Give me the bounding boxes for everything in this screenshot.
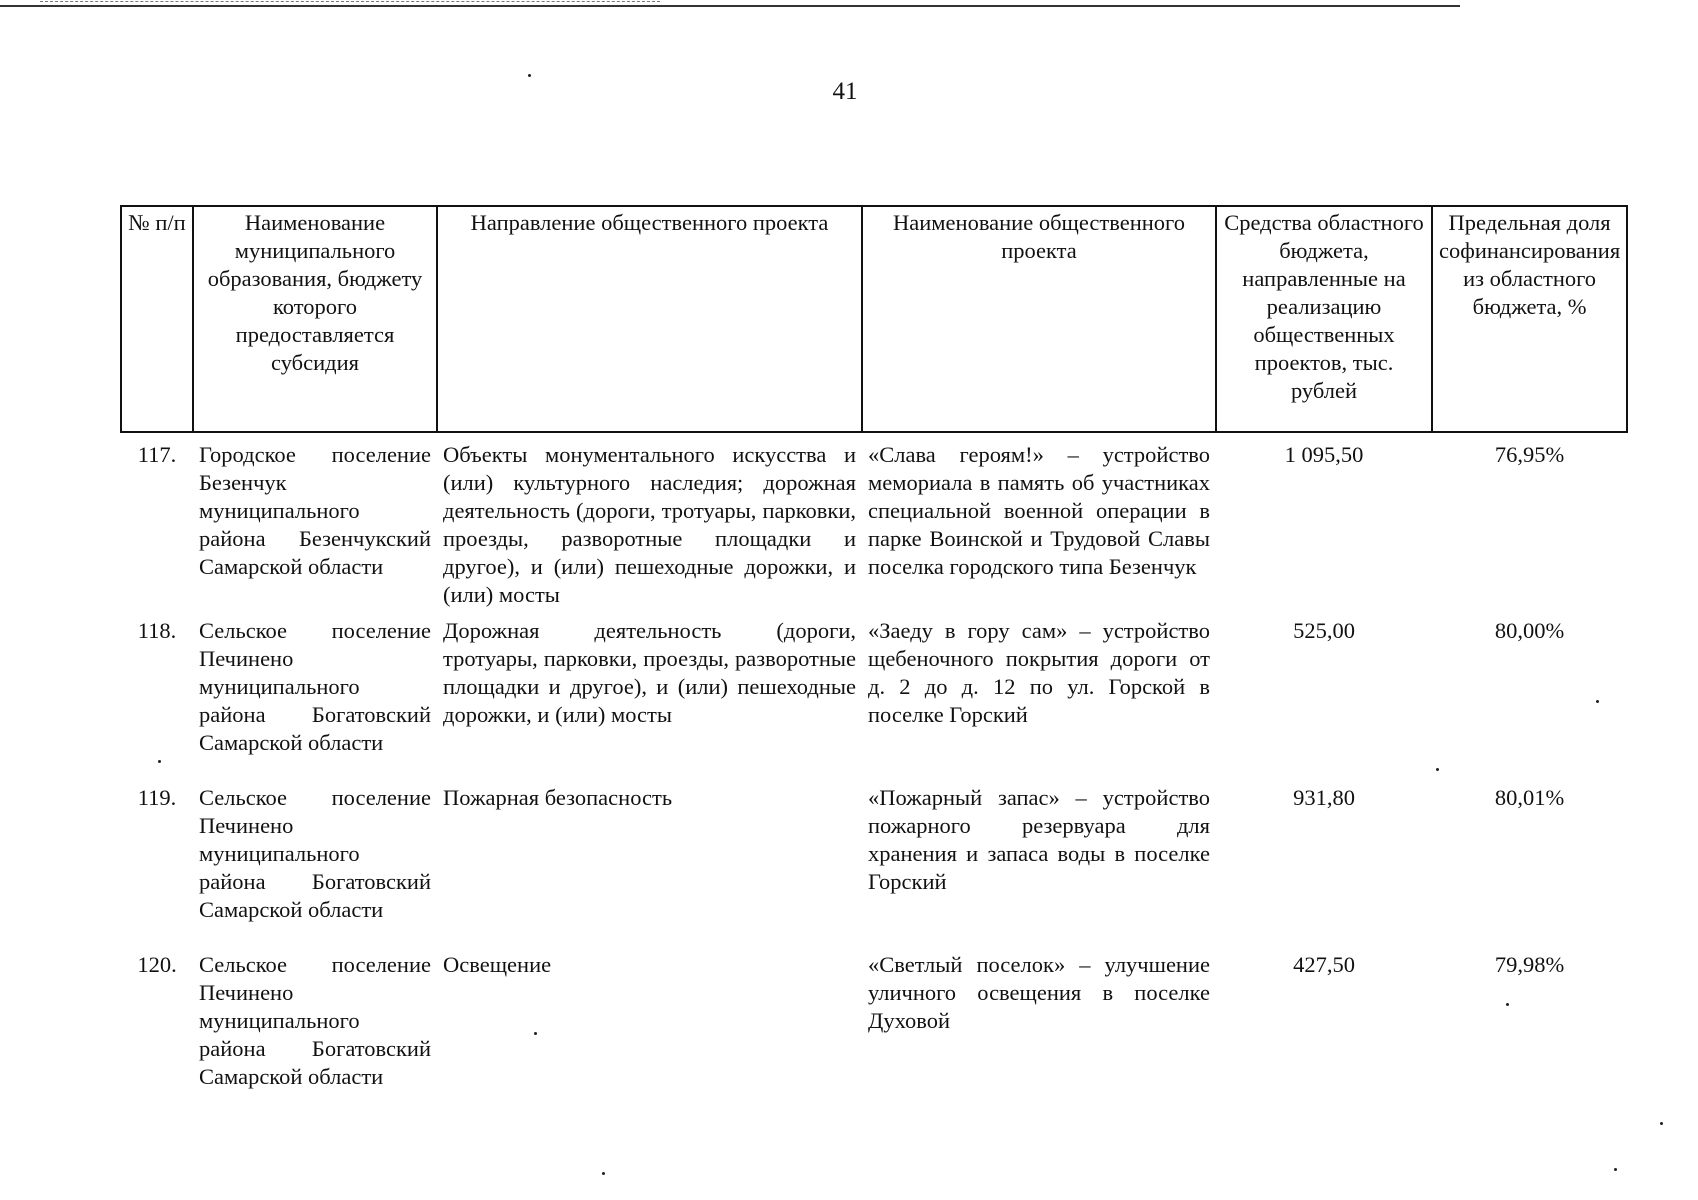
cell-share: 80,00%	[1494, 618, 1565, 643]
scan-speck	[534, 1032, 537, 1035]
cell-funds: 427,50	[1293, 952, 1355, 977]
scan-speck	[1660, 1122, 1663, 1125]
table-row	[121, 943, 1627, 1093]
header-municipality: Наименование муниципального образования, бюджету которого предоставляется субсидия	[193, 206, 437, 432]
scan-speck	[1596, 700, 1599, 703]
header-project: Наименование общественного проекта	[862, 206, 1216, 432]
cell-municipality: Сельское поселение Печинено муниципального района Богатовский Самарской области	[199, 618, 431, 755]
cell-num: 120.	[137, 952, 177, 977]
cell-num: 119.	[137, 785, 177, 810]
scan-edge-line	[0, 5, 1460, 7]
cell-municipality: Сельское поселение Печинено муниципального района Богатовский Самарской области	[199, 952, 431, 1089]
cell-direction: Пожарная безопасность	[443, 785, 673, 810]
scan-speck	[158, 760, 161, 763]
table-row	[121, 776, 1627, 943]
cell-municipality: Городское поселение Безенчук муниципального района Безенчукский Самарской области	[199, 442, 431, 579]
header-num: № п/п	[121, 206, 193, 432]
scan-speck	[528, 74, 531, 77]
scan-speck	[602, 1172, 605, 1175]
scan-speck	[1614, 1168, 1617, 1171]
table-header-row	[121, 206, 1627, 432]
cell-share: 80,01%	[1494, 785, 1565, 810]
cell-direction: Освещение	[443, 952, 552, 977]
cell-project: «Светлый поселок» – улучшение уличного освещения в поселке Духовой	[868, 952, 1210, 1033]
cell-funds: 525,00	[1293, 618, 1355, 643]
scan-speck	[1506, 1003, 1509, 1006]
cell-funds: 1 095,50	[1284, 442, 1364, 467]
scan-speck	[1436, 768, 1439, 771]
header-direction: Направление общественного проекта	[437, 206, 862, 432]
cell-num: 117.	[137, 442, 177, 467]
cell-municipality: Сельское поселение Печинено муниципального района Богатовский Самарской области	[199, 785, 431, 922]
table-row	[121, 609, 1627, 776]
cell-num: 118.	[137, 618, 177, 643]
cell-project: «Слава героям!» – устройство мемориала в память об участниках специальной военной операции в парке Воинской и Трудовой Славы поселка городского типа Безенчук	[868, 442, 1210, 579]
cell-direction: Дорожная деятельность (дороги, тротуары, парковки, проезды, разворотные площадки и другое), и (или) пешеходные дорожки, и (или) мосты	[443, 618, 856, 727]
cell-project: «Заеду в гору сам» – устройство щебеночного покрытия дороги от д. 2 до д. 12 по ул. Горской в поселке Горский	[868, 618, 1210, 727]
cell-direction: Объекты монументального искусства и (или) культурного наследия; дорожная деятельность (дороги, тротуары, парковки, проезды, разворотные площадки и другое), и (или) пешеходные дорожки, и (или) мосты	[443, 442, 856, 607]
scan-edge-dashes	[40, 1, 660, 2]
page-number: 41	[832, 78, 858, 105]
cell-funds: 931,80	[1293, 785, 1355, 810]
header-share: Предельная доля софинансирования из областного бюджета, %	[1432, 206, 1627, 432]
header-funds: Средства областного бюджета, направленные на реализацию общественных проектов, тыс. рублей	[1216, 206, 1432, 432]
cell-share: 79,98%	[1494, 952, 1565, 977]
cell-share: 76,95%	[1494, 442, 1565, 467]
cell-project: «Пожарный запас» – устройство пожарного резервуара для хранения и запаса воды в поселке Горский	[868, 785, 1210, 894]
table-row	[121, 432, 1627, 609]
subsidy-table	[120, 205, 1628, 1093]
